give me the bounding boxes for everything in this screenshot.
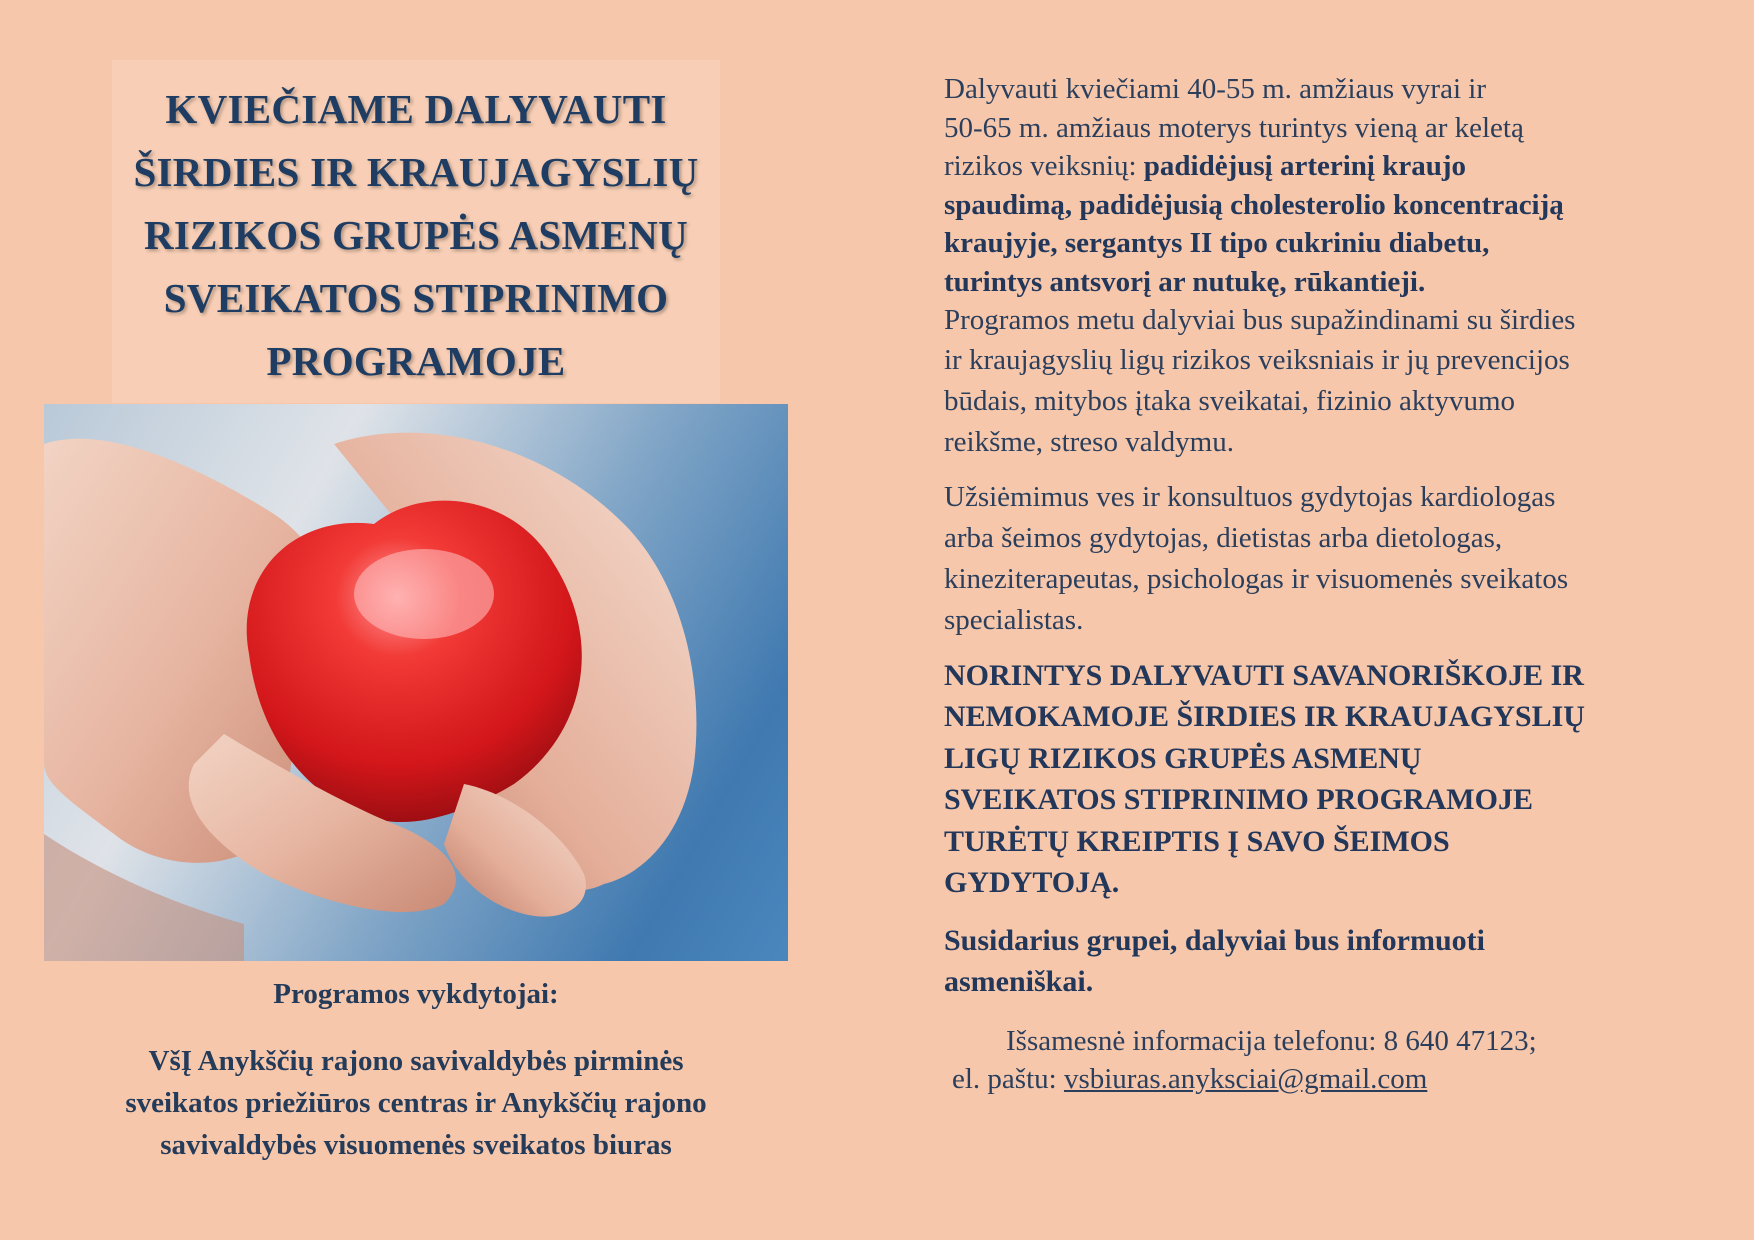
program-line-0: Programos metu dalyviai bus supažindinami su širdies [944, 304, 1576, 336]
title-line-1: KVIEČIAME DALYVAUTI [165, 86, 667, 132]
program-line-1: ir kraujagyslių ligų rizikos veiksniais ir jų prevencijos [944, 343, 1570, 376]
specialists-line-3: kineziterapeutas, psichologas ir visuomenės sveikatos [944, 562, 1569, 595]
intro-line-3-bold: padidėjusį arterinį kraujo [1143, 150, 1467, 182]
phone-line: Išsamesnė informacija telefonu: 8 640 47123; [1006, 1024, 1537, 1057]
group-line-1: Susidarius grupei, dalyviai bus informuoti [944, 923, 1485, 957]
executors-line-2: sveikatos priežiūros centras ir Anykščių rajono [125, 1087, 707, 1119]
title-line-4: SVEIKATOS STIPRINIMO [163, 275, 669, 321]
executors-line-3: savivaldybės visuomenės sveikatos biuras [160, 1129, 672, 1161]
specialists-line-1: Užsiėmimus ves ir konsultuos gydytojas kardiologas [944, 480, 1556, 513]
left-column [44, 60, 788, 1161]
specialists-line-4: specialistas. [944, 603, 1084, 636]
intro-line-1: Dalyvauti kviečiami 40-55 m. amžiaus vyrai ir [944, 73, 1486, 105]
call-to-action [944, 655, 1684, 904]
intro-line-3-plain: rizikos veiksnių: [944, 150, 1144, 182]
title-block [112, 60, 720, 403]
risk-line-1: spaudimą, padidėjusią cholesterolio koncentraciją [944, 188, 1564, 221]
program-line-3: reikšme, streso valdymu. [944, 425, 1234, 458]
program-line-2: būdais, mitybos įtaka sveikatai, fizinio aktyvumo [944, 384, 1516, 417]
heart-in-hands-illustration [44, 404, 788, 961]
title-line-3: RIZIKOS GRUPĖS ASMENŲ [144, 212, 688, 258]
risk-line-3: turintys antsvorį ar nutukę, rūkantieji. [944, 265, 1426, 298]
specialists-paragraph [944, 477, 1684, 641]
program-paragraph [944, 340, 1684, 463]
call-line-1: NORINTYS DALYVAUTI SAVANORIŠKOJE IR [944, 658, 1584, 692]
contact-info [944, 1022, 1684, 1098]
executors-text [44, 1040, 788, 1166]
call-line-3: LIGŲ RIZIKOS GRUPĖS ASMENŲ [944, 741, 1422, 775]
intro-paragraph [944, 70, 1684, 340]
intro-line-2: 50-65 m. amžiaus moterys turintys vieną ar keletą [944, 111, 1524, 144]
hands-holding-heart-photo [44, 404, 788, 961]
executors-heading: Programos vykdytojai: [273, 978, 559, 1010]
email-link[interactable]: vsbiuras.anyksciai@gmail.com [1063, 1062, 1428, 1095]
call-line-4: SVEIKATOS STIPRINIMO PROGRAMOJE [944, 783, 1533, 816]
call-line-6: GYDYTOJĄ. [944, 866, 1120, 899]
intro-line-3 [944, 147, 1684, 186]
title-line-5: PROGRAMOJE [266, 338, 566, 384]
risk-line-2: kraujyje, sergantys II tipo cukriniu diabetu, [944, 227, 1490, 259]
specialists-line-2: arba šeimos gydytojas, dietistas arba dietologas, [944, 521, 1503, 554]
email-line [944, 1060, 1684, 1098]
email-prefix: el. paštu: [952, 1062, 1064, 1095]
title-line-2: ŠIRDIES IR KRAUJAGYSLIŲ [133, 149, 699, 195]
right-column [944, 70, 1684, 1098]
group-notice [944, 920, 1684, 1002]
call-line-5: TURĖTŲ KREIPTIS Į SAVO ŠEIMOS [944, 824, 1450, 858]
executors-line-1: VšĮ Anykščių rajono savivaldybės pirminės [148, 1045, 684, 1077]
call-line-2: NEMOKAMOJE ŠIRDIES IR KRAUJAGYSLIŲ [944, 700, 1585, 733]
group-line-2: asmeniškai. [944, 964, 1094, 998]
